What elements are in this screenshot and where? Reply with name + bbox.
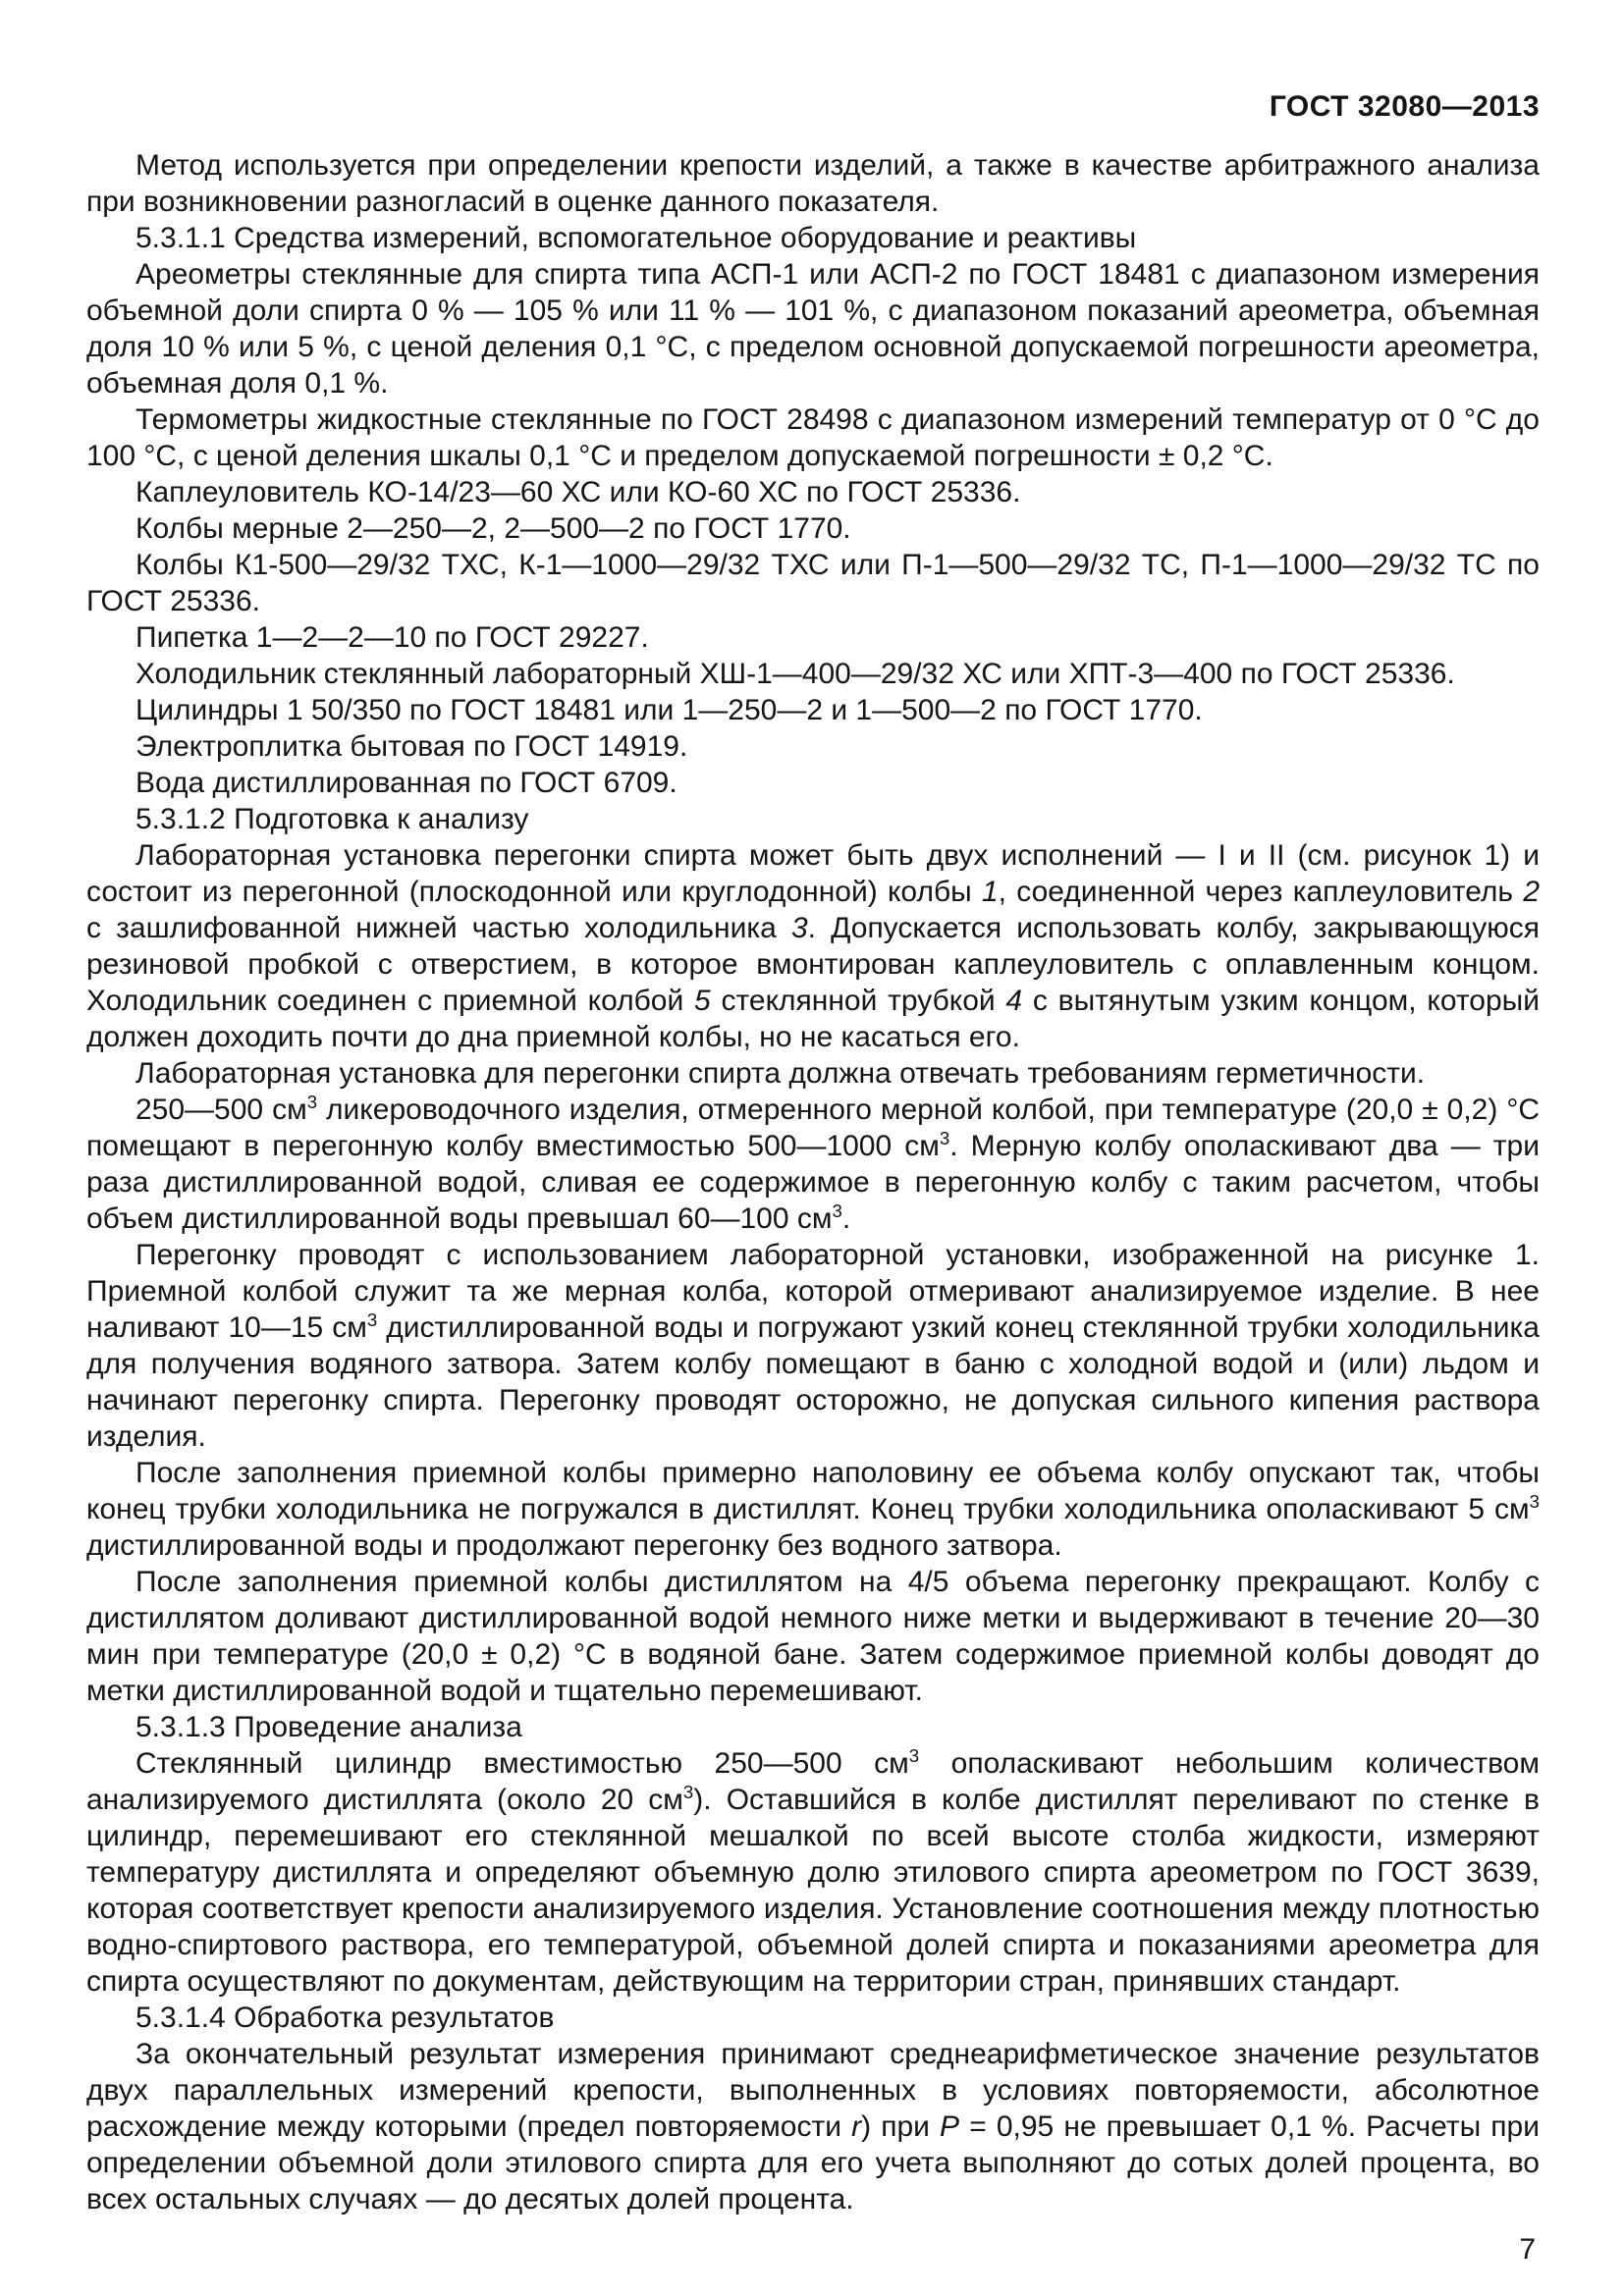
clause-heading bbox=[86, 1709, 1540, 1745]
text-run: Электроплитка бытовая по ГОСТ 14919. bbox=[135, 730, 688, 763]
superscript: 3 bbox=[832, 1201, 842, 1221]
paragraph bbox=[86, 401, 1540, 474]
text-run: Лабораторная установка перегонки спирта может быть двух исполнений — I и II (см. рисунок 1) и состоит из перегонной (плоскодонной или круглодонной) колбы bbox=[86, 839, 1540, 908]
text-run: , соединенной через каплеуловитель bbox=[998, 876, 1524, 908]
text-run: Пипетка 1—2—2—10 по ГОСТ 29227. bbox=[135, 621, 649, 654]
document-header bbox=[86, 90, 1540, 124]
text-run: Колбы мерные 2—250—2, 2—500—2 по ГОСТ 1770. bbox=[135, 512, 851, 545]
text-run: Ареометры стеклянные для спирта типа АСП-1 или АСП-2 по ГОСТ 18481 с диапазоном измерения объемной доли спирта 0 % — 105 % или 11 % — 101 %, с диапазоном показаний ареометра, объемная доля 10 % или 5 %, с ценой деления 0,1 °С, с пределом основной допускаемой погрешности ареометра, объемная доля 0,1 %. bbox=[86, 258, 1540, 400]
italic-text: r bbox=[851, 2110, 862, 2143]
paragraph bbox=[86, 510, 1540, 547]
superscript: 3 bbox=[366, 1309, 378, 1330]
text-run: . bbox=[841, 1202, 851, 1235]
text-run: Метод используется при определении крепости изделий, а также в качестве арбитражного анализа при возникновении разногласий в оценке данного показателя. bbox=[86, 149, 1540, 218]
superscript: 3 bbox=[939, 1128, 950, 1148]
text-run: Стеклянный цилиндр вместимостью 250—500 см bbox=[135, 1747, 909, 1780]
paragraph bbox=[86, 1455, 1540, 1564]
doc-number: ГОСТ 32080—2013 bbox=[1269, 90, 1540, 123]
document-body bbox=[86, 147, 1540, 2217]
paragraph bbox=[86, 147, 1540, 220]
paragraph bbox=[86, 1745, 1540, 2000]
paragraph bbox=[86, 765, 1540, 801]
text-run: . Допускается использовать колбу, закрывающуюся резиновой пробкой с отверстием, в которое вмонтирован каплеуловитель с оплавленным концом. Холодильник соединен с приемной колбой bbox=[86, 912, 1540, 1017]
text-run: Колбы К1-500—29/32 ТХС, К-1—1000—29/32 ТХС или П-1—500—29/32 ТС, П-1—1000—29/32 ТС по ГОСТ 25336. bbox=[86, 549, 1540, 617]
text-run: Цилиндры 1 50/350 по ГОСТ 18481 или 1—250—2 и 1—500—2 по ГОСТ 1770. bbox=[135, 694, 1203, 726]
clause-heading bbox=[86, 2000, 1540, 2036]
clause-heading bbox=[86, 801, 1540, 837]
paragraph bbox=[86, 837, 1540, 1055]
text-run: ) при bbox=[861, 2110, 941, 2143]
text-run: дистиллированной воды и продолжают перегонку без водного затвора. bbox=[86, 1529, 1062, 1562]
paragraph bbox=[86, 1092, 1540, 1237]
text-run: 5.3.1.1 Средства измерений, вспомогательное оборудование и реактивы bbox=[135, 222, 1137, 254]
text-run: ликероводочного изделия, отмеренного мерной колбой, при температуре (20,0 ± 0,2) °С помещают в перегонную колбу вместимостью 500—1000 см bbox=[86, 1094, 1540, 1162]
text-run: дистиллированной воды и погружают узкий конец стеклянной трубки холодильника для получения водяного затвора. Затем колбу помещают в баню с холодной водой и (или) льдом и начинают перегонку спирта. Перегонку проводят осторожно, не допуская сильного кипения раствора изделия. bbox=[86, 1311, 1540, 1453]
text-run: ). Оставшийся в колбе дистиллят переливают по стенке в цилиндр, перемешивают его стеклянной мешалкой по всей высоте столба жидкости, измеряют температуру дистиллята и определяют объемную долю этилового спирта ареометром по ГОСТ 3639, которая соответствует крепости анализируемого изделия. Установление соотношения между плотностью водно-спиртового раствора, его температурой, объемной долей спирта и показаниями ареометра для спирта осуществляют по документам, действующим на территории стран, принявших стандарт. bbox=[86, 1784, 1540, 1998]
text-run: После заполнения приемной колбы примерно наполовину ее объема колбу опускают так, чтобы конец трубки холодильника не погружался в дистиллят. Конец трубки холодильника ополаскивают 5 см bbox=[86, 1457, 1540, 1525]
text-run: Термометры жидкостные стеклянные по ГОСТ 28498 с диапазоном измерений температур от 0 °С до 100 °С, с ценой деления шкалы 0,1 °С и пределом допускаемой погрешности ± 0,2 °С. bbox=[86, 403, 1540, 472]
text-run: После заполнения приемной колбы дистиллятом на 4/5 объема перегонку прекращают. Колбу с дистиллятом доливают дистиллированной водой немного ниже метки и выдерживают в течение 20—30 мин при температуре (20,0 ± 0,2) °С в водяной бане. Затем содержимое приемной колбы доводят до метки дистиллированной водой и тщательно перемешивают. bbox=[86, 1566, 1540, 1707]
page-number: 7 bbox=[1519, 2233, 1536, 2266]
paragraph bbox=[86, 656, 1540, 692]
paragraph bbox=[86, 1055, 1540, 1092]
text-run: За окончательный результат измерения принимают среднеарифметическое значение результатов двух параллельных измерений крепости, выполненных в условиях повторяемости, абсолютное расхождение между которыми (предел повторяемости bbox=[86, 2038, 1540, 2143]
text-run: с зашлифованной нижней частью холодильника bbox=[86, 912, 791, 944]
paragraph bbox=[86, 692, 1540, 728]
text-run: = 0,95 не превышает 0,1 %. Расчеты при определении объемной доли этилового спирта для его учета выполняют до сотых долей процента, во всех остальных случаях — до десятых долей процента. bbox=[86, 2110, 1540, 2216]
paragraph bbox=[86, 547, 1540, 619]
clause-heading bbox=[86, 220, 1540, 256]
superscript: 3 bbox=[1529, 1491, 1540, 1512]
text-run: . Мерную колбу ополаскивают два — три раза дистиллированной водой, сливая ее содержимое в перегонную колбу с таким расчетом, чтобы объем дистиллированной воды превышал 60—100 см bbox=[86, 1130, 1540, 1235]
text-run: Лабораторная установка для перегонки спирта должна отвечать требованиям герметичности. bbox=[135, 1057, 1426, 1090]
italic-text: 1 bbox=[981, 876, 999, 908]
italic-text: 4 bbox=[1005, 985, 1023, 1017]
text-run: 5.3.1.4 Обработка результатов bbox=[135, 2002, 555, 2034]
paragraph bbox=[86, 256, 1540, 401]
text-run: Холодильник стеклянный лабораторный ХШ-1—400—29/32 ХС или ХПТ-3—400 по ГОСТ 25336. bbox=[135, 658, 1455, 690]
text-run: Перегонку проводят с использованием лабораторной установки, изображенной на рисунке 1. Приемной колбой служит та же мерная колба, которой отмеривают анализируемое изделие. В нее наливают 10—15 см bbox=[86, 1239, 1540, 1344]
italic-text: 2 bbox=[1523, 876, 1541, 908]
text-run: с вытянутым узким концом, который должен доходить почти до дна приемной колбы, но не касаться его. bbox=[86, 985, 1540, 1053]
text-run: 250—500 см bbox=[135, 1094, 307, 1126]
paragraph bbox=[86, 619, 1540, 656]
superscript: 3 bbox=[306, 1092, 318, 1112]
paragraph bbox=[86, 1237, 1540, 1455]
text-run: 5.3.1.3 Проведение анализа bbox=[135, 1711, 522, 1743]
paragraph bbox=[86, 728, 1540, 765]
text-run: Каплеуловитель КО-14/23—60 ХС или КО-60 ХС по ГОСТ 25336. bbox=[135, 476, 1021, 508]
paragraph bbox=[86, 1564, 1540, 1709]
italic-text: 3 bbox=[790, 912, 808, 944]
text-run: Вода дистиллированная по ГОСТ 6709. bbox=[135, 767, 677, 799]
text-run: 5.3.1.2 Подготовка к анализу bbox=[135, 803, 529, 835]
page-footer bbox=[86, 2231, 1540, 2268]
superscript: 3 bbox=[908, 1745, 920, 1766]
italic-text: P bbox=[940, 2110, 960, 2143]
paragraph bbox=[86, 2036, 1540, 2217]
text-run: ополаскивают небольшим количеством анализируемого дистиллята (около 20 см bbox=[86, 1747, 1540, 1816]
text-run: стеклянной трубкой bbox=[710, 985, 1006, 1017]
paragraph bbox=[86, 474, 1540, 510]
italic-text: 5 bbox=[694, 985, 711, 1017]
superscript: 3 bbox=[682, 1782, 694, 1802]
